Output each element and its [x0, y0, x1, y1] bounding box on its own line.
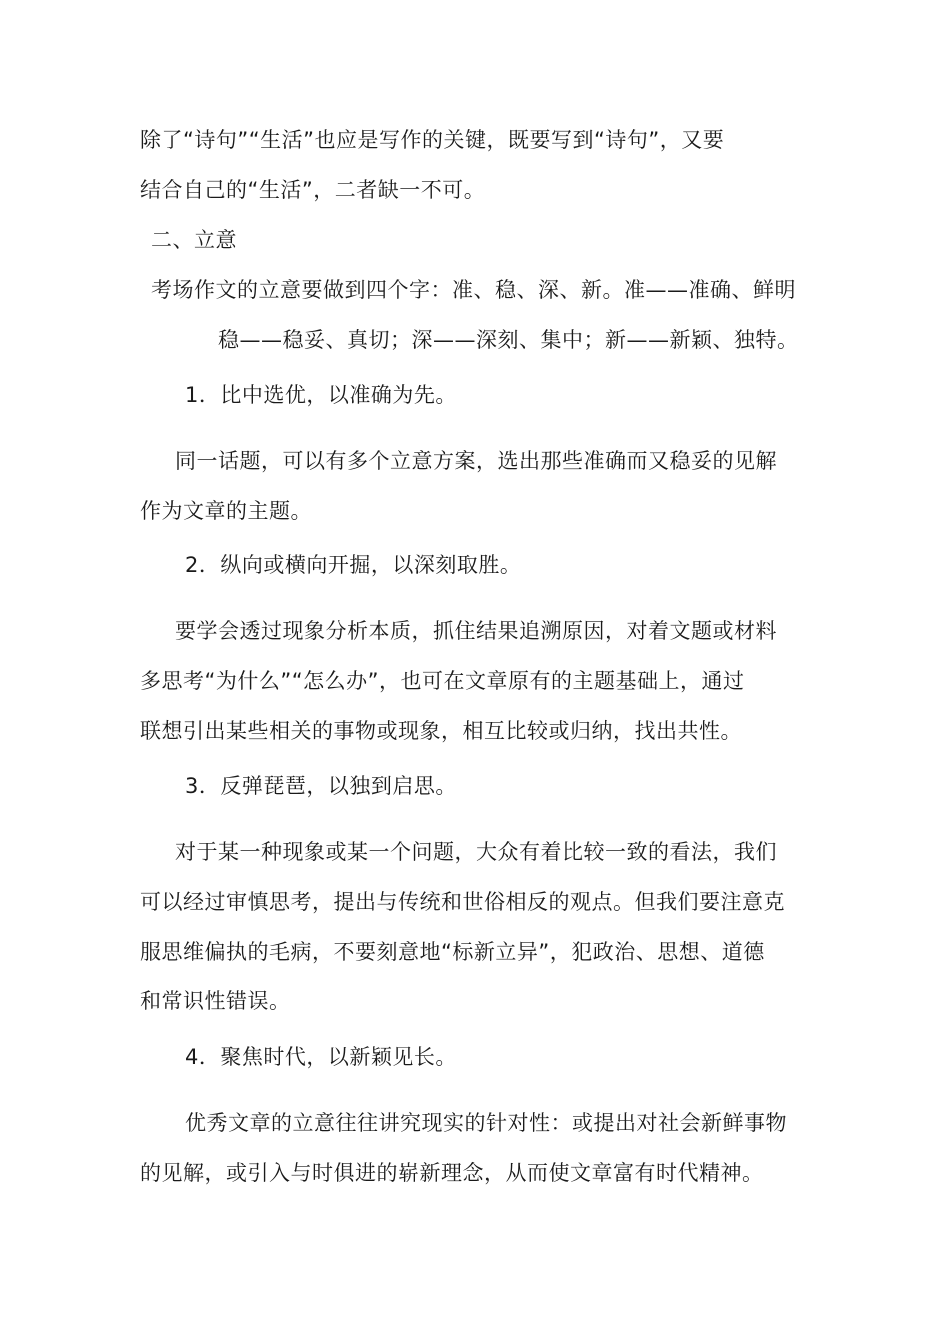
subheading-2: 2．纵向或横向开掘，以深刻取胜。 — [185, 553, 522, 577]
text-line: 联想引出某些相关的事物或现象，相互比较或归纳，找出共性。 — [140, 719, 742, 743]
text-line: 多思考“为什么”“怎么办”，也可在文章原有的主题基础上，通过 — [140, 669, 745, 693]
text-line: 结合自己的“生活”，二者缺一不可。 — [140, 178, 486, 202]
text-line: 稳——稳妥、真切；深——深刻、集中；新——新颖、独特。 — [218, 328, 799, 352]
text-line: 作为文章的主题。 — [140, 499, 312, 523]
text-line: 优秀文章的立意往往讲究现实的针对性：或提出对社会新鲜事物 — [185, 1111, 787, 1135]
subheading-1: 1．比中选优，以准确为先。 — [185, 383, 457, 407]
subheading-3: 3．反弹琵琶，以独到启思。 — [185, 774, 457, 798]
text-line: 和常识性错误。 — [140, 989, 291, 1013]
text-line: 的见解，或引入与时俱进的崭新理念，从而使文章富有时代精神。 — [140, 1161, 764, 1185]
text-line: 考场作文的立意要做到四个字：准、稳、深、新。准——准确、鲜明 — [151, 278, 796, 302]
subheading-4: 4．聚焦时代，以新颖见长。 — [185, 1045, 457, 1069]
text-line: 服思维偏执的毛病，不要刻意地“标新立异”，犯政治、思想、道德 — [140, 940, 765, 964]
text-line: 可以经过审慎思考，提出与传统和世俗相反的观点。但我们要注意克 — [140, 890, 785, 914]
text-line: 对于某一种现象或某一个问题，大众有着比较一致的看法，我们 — [175, 840, 777, 864]
text-line: 同一话题，可以有多个立意方案，选出那些准确而又稳妥的见解 — [175, 449, 777, 473]
section-heading: 二、立意 — [151, 228, 237, 252]
text-line: 要学会透过现象分析本质，抓住结果追溯原因，对着文题或材料 — [175, 619, 777, 643]
text-line: 除了“诗句”“生活”也应是写作的关键，既要写到“诗句”，又要 — [140, 128, 725, 152]
